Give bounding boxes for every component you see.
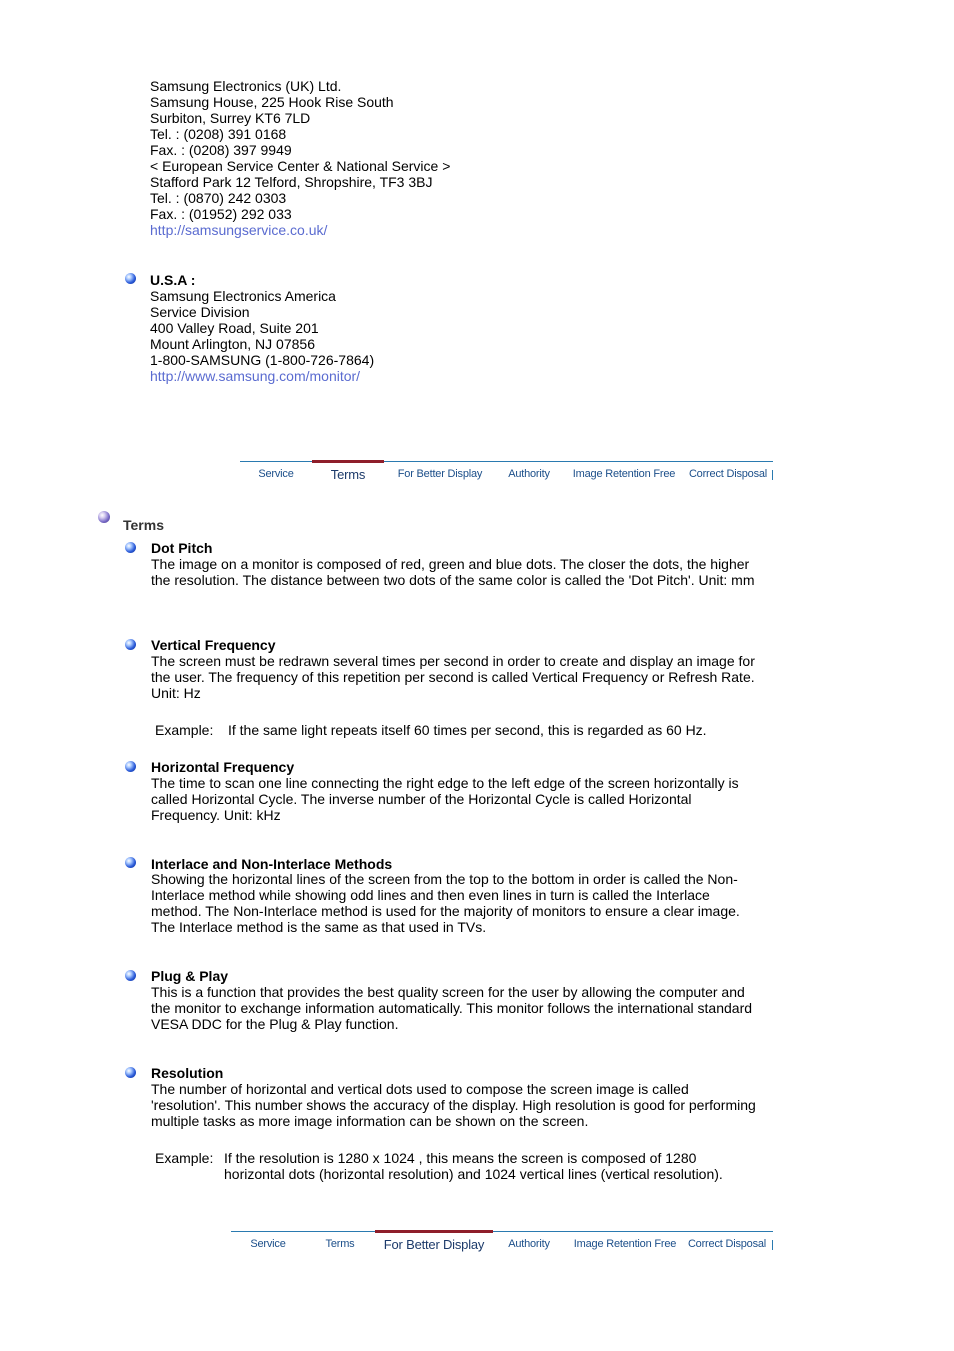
term-body-plug-play: This is a function that provides the best quality screen for the user by allowing the computer and the monitor to exchange information automatically. This monitor follows the international standard VESA DDC for the Plug & Play function. — [151, 984, 753, 1032]
address-line: Surbiton, Surrey KT6 7LD — [150, 110, 311, 126]
bottom-nav-bar — [231, 1231, 773, 1256]
nav-tab-label: Authority — [508, 468, 550, 480]
nav-tab-authority[interactable] — [496, 462, 562, 484]
nav-tab-service[interactable] — [231, 1232, 305, 1254]
nav-tab-label: For Better Display — [397, 468, 483, 480]
nav-divider — [772, 1240, 773, 1250]
address-line: Samsung Electronics America — [150, 288, 336, 304]
nav-tab-label: Image Retention Free — [573, 1238, 677, 1250]
top-nav-bar — [240, 461, 773, 486]
example-text: If the resolution is 1280 x 1024 , this means the screen is composed of 1280 — [224, 1150, 697, 1166]
example-text: horizontal dots (horizontal resolution) and 1024 vertical lines (vertical resolution). — [224, 1166, 723, 1182]
usa-address — [150, 272, 374, 384]
term-title-plug-play: Plug & Play — [151, 968, 229, 984]
address-line: 1-800-SAMSUNG (1-800-726-7864) — [150, 352, 375, 368]
nav-tab-terms[interactable] — [305, 1232, 375, 1254]
address-line: Tel. : (0208) 391 0168 — [150, 126, 287, 142]
address-line: Tel. : (0870) 242 0303 — [150, 190, 287, 206]
example-text: If the same light repeats itself 60 times per second, this is regarded as 60 Hz. — [228, 722, 707, 738]
nav-tab-authority[interactable] — [493, 1232, 565, 1254]
usa-monitor-link[interactable]: http://www.samsung.com/monitor/ — [150, 368, 361, 384]
usa-bullet-icon — [125, 273, 136, 284]
uk-address — [150, 78, 450, 238]
nav-tab-label: Correct Disposal — [687, 1238, 767, 1250]
address-line: Mount Arlington, NJ 07856 — [150, 336, 315, 352]
address-line: Stafford Park 12 Telford, Shropshire, TF3 3BJ — [150, 174, 433, 190]
example-label: Example: — [155, 722, 214, 738]
nav-tab-for-better-display[interactable] — [375, 1230, 493, 1255]
uk-service-link[interactable]: http://samsungservice.co.uk/ — [150, 222, 328, 238]
term-title-interlace: Interlace and Non-Interlace Methods — [151, 856, 393, 872]
term-bullet-icon — [125, 970, 136, 981]
nav-divider — [772, 470, 773, 480]
nav-tab-label: Service — [258, 468, 294, 480]
example-label: Example: — [155, 1150, 214, 1166]
term-title-horizontal-frequency: Horizontal Frequency — [151, 759, 295, 775]
address-line: Samsung Electronics (UK) Ltd. — [150, 78, 342, 94]
address-line: 400 Valley Road, Suite 201 — [150, 320, 319, 336]
section-title: Terms — [123, 517, 164, 533]
address-line: Service Division — [150, 304, 250, 320]
term-bullet-icon — [125, 542, 136, 553]
nav-tab-label: Terms — [325, 1238, 355, 1250]
term-body-resolution: The number of horizontal and vertical dots used to compose the screen image is called 'resolution'. This number shows the accuracy of the display. High resolution is good for performing multiple tasks as more image information can be shown on the screen. — [151, 1081, 756, 1129]
nav-tab-service[interactable] — [240, 462, 312, 484]
nav-tab-label: Terms — [330, 467, 366, 482]
terms-section-bullet-icon — [98, 511, 110, 523]
address-line: Fax. : (0208) 397 9949 — [150, 142, 292, 158]
term-bullet-icon — [125, 761, 136, 772]
usa-title: U.S.A : — [150, 272, 196, 288]
term-body-dot-pitch: The image on a monitor is composed of red, green and blue dots. The closer the dots, the higher the resolution. The distance between two dots of the same color is called the 'Dot Pitch'. Unit: mm — [151, 556, 755, 588]
nav-tab-correct-disposal[interactable] — [686, 462, 770, 484]
nav-tab-correct-disposal[interactable] — [685, 1232, 769, 1254]
nav-tab-label: Authority — [508, 1238, 550, 1250]
term-bullet-icon — [125, 639, 136, 650]
nav-tab-terms[interactable] — [312, 460, 384, 485]
nav-tab-for-better-display[interactable] — [384, 462, 496, 484]
term-bullet-icon — [125, 1067, 136, 1078]
nav-tab-label: Image Retention Free — [572, 468, 676, 480]
term-body-vertical-frequency: The screen must be redrawn several times per second in order to create and display an image for the user. The frequency of this repetition per second is called Vertical Frequency or Refresh Rate. Unit: Hz — [151, 653, 755, 701]
nav-tab-label: Correct Disposal — [688, 468, 768, 480]
term-title-vertical-frequency: Vertical Frequency — [151, 637, 276, 653]
term-body-interlace: Showing the horizontal lines of the screen from the top to the bottom in order is called the Non-Interlace method while showing odd lines and then even lines in turn is called the Interlace method. The Non-Interlace method is used for the majority of monitors to ensure a clear image. The Interlace method is the same as that used in TVs. — [151, 871, 740, 935]
address-line: Samsung House, 225 Hook Rise South — [150, 94, 394, 110]
address-line: Fax. : (01952) 292 033 — [150, 206, 292, 222]
address-line: < European Service Center & National Service > — [150, 158, 451, 174]
term-title-resolution: Resolution — [151, 1065, 224, 1081]
nav-tab-image-retention-free[interactable] — [562, 462, 686, 484]
term-bullet-icon — [125, 857, 136, 868]
nav-tab-label: For Better Display — [383, 1237, 485, 1252]
nav-tab-image-retention-free[interactable] — [565, 1232, 685, 1254]
term-body-horizontal-frequency: The time to scan one line connecting the right edge to the left edge of the screen horizontally is called Horizontal Cycle. The inverse number of the Horizontal Cycle is called Horizontal Frequency. Unit: kHz — [151, 775, 739, 823]
nav-tab-label: Service — [250, 1238, 286, 1250]
term-title-dot-pitch: Dot Pitch — [151, 540, 213, 556]
